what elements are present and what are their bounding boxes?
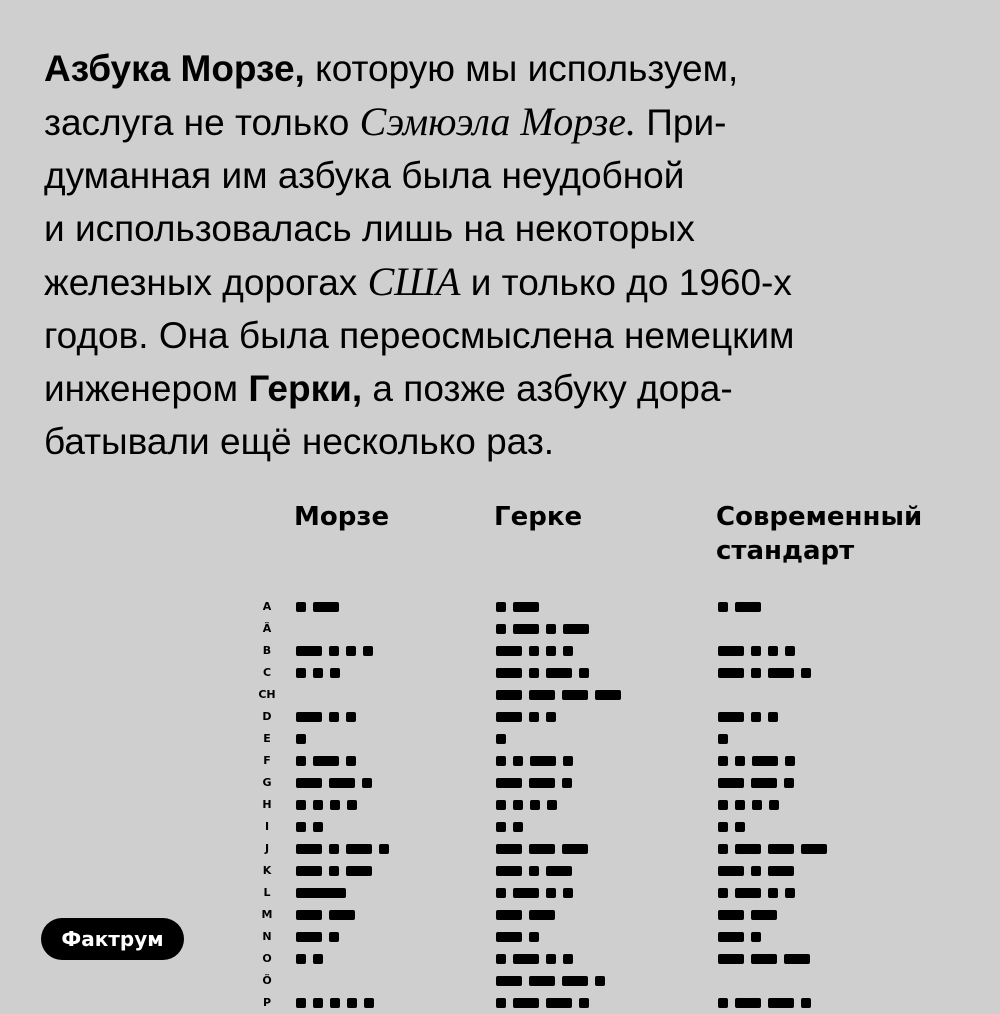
dot-mark bbox=[346, 646, 356, 656]
dot-mark bbox=[563, 954, 573, 964]
dot-mark bbox=[529, 932, 539, 942]
dash-mark bbox=[768, 866, 794, 876]
intro-italic-usa: США bbox=[367, 259, 461, 304]
dot-mark bbox=[718, 822, 728, 832]
dot-mark bbox=[718, 800, 728, 810]
dash-mark bbox=[496, 778, 522, 788]
dot-mark bbox=[347, 800, 357, 810]
dot-mark bbox=[768, 646, 778, 656]
column-header-gerke: Герке bbox=[494, 502, 583, 532]
dot-mark bbox=[768, 712, 778, 722]
dot-mark bbox=[546, 712, 556, 722]
code-row bbox=[0, 728, 1000, 750]
dash-mark bbox=[718, 712, 744, 722]
dot-mark bbox=[735, 756, 745, 766]
dot-mark bbox=[496, 602, 506, 612]
letter-label: C bbox=[262, 666, 272, 679]
dash-mark bbox=[735, 888, 761, 898]
dot-mark bbox=[785, 756, 795, 766]
dash-mark bbox=[496, 712, 522, 722]
dash-mark bbox=[718, 932, 744, 942]
column-header-morse: Морзе bbox=[294, 502, 390, 532]
dot-mark bbox=[547, 800, 557, 810]
dash-mark bbox=[530, 756, 556, 766]
letter-label: G bbox=[262, 776, 272, 789]
dash-mark bbox=[296, 866, 322, 876]
dot-mark bbox=[513, 822, 523, 832]
dot-mark bbox=[296, 734, 306, 744]
dot-mark bbox=[718, 734, 728, 744]
code-row bbox=[0, 706, 1000, 728]
dash-mark bbox=[296, 646, 322, 656]
intro-text-3: и только до 1960-х годов. Она была переосмыслена немецким инженером bbox=[44, 262, 795, 409]
dot-mark bbox=[530, 800, 540, 810]
dot-mark bbox=[546, 954, 556, 964]
letter-label: J bbox=[264, 842, 270, 855]
dash-mark bbox=[529, 844, 555, 854]
dot-mark bbox=[801, 668, 811, 678]
dot-mark bbox=[718, 844, 728, 854]
dot-mark bbox=[579, 668, 589, 678]
code-row bbox=[0, 816, 1000, 838]
dot-mark bbox=[296, 668, 306, 678]
letter-label: CH bbox=[258, 688, 276, 701]
dot-mark bbox=[718, 888, 728, 898]
dot-mark bbox=[496, 822, 506, 832]
letter-label: Ö bbox=[262, 974, 272, 987]
dash-mark bbox=[546, 866, 572, 876]
dash-mark bbox=[718, 778, 744, 788]
dash-mark bbox=[735, 844, 761, 854]
dash-mark bbox=[529, 910, 555, 920]
code-row bbox=[0, 794, 1000, 816]
dot-mark bbox=[718, 756, 728, 766]
dash-mark bbox=[496, 646, 522, 656]
dot-mark bbox=[751, 668, 761, 678]
dash-mark bbox=[768, 844, 794, 854]
code-row bbox=[0, 860, 1000, 882]
dot-mark bbox=[496, 734, 506, 744]
dash-mark bbox=[513, 954, 539, 964]
dot-mark bbox=[313, 800, 323, 810]
column-header-modern-standard: Современный стандарт bbox=[716, 502, 923, 566]
dash-mark bbox=[784, 954, 810, 964]
dot-mark bbox=[296, 602, 306, 612]
intro-text-2: При- думанная им азбука была неудобной и использовалась лишь на некоторых железных дорогах bbox=[44, 102, 727, 303]
letter-label: D bbox=[262, 710, 272, 723]
dot-mark bbox=[563, 888, 573, 898]
dash-mark bbox=[546, 668, 572, 678]
dash-mark bbox=[496, 932, 522, 942]
dash-mark bbox=[751, 910, 777, 920]
dot-mark bbox=[329, 844, 339, 854]
dot-mark bbox=[751, 646, 761, 656]
dot-mark bbox=[330, 800, 340, 810]
letter-label: L bbox=[263, 886, 271, 899]
dash-mark bbox=[296, 910, 322, 920]
dot-mark bbox=[718, 602, 728, 612]
dash-mark bbox=[562, 690, 588, 700]
letter-label: A bbox=[262, 600, 272, 613]
dot-mark bbox=[496, 954, 506, 964]
code-row bbox=[0, 684, 1000, 706]
dash-mark bbox=[562, 844, 588, 854]
dot-mark bbox=[346, 756, 356, 766]
dash-mark bbox=[296, 712, 322, 722]
long-dash-mark bbox=[296, 888, 346, 898]
dot-mark bbox=[785, 646, 795, 656]
dash-mark bbox=[768, 668, 794, 678]
dash-mark bbox=[496, 866, 522, 876]
dot-mark bbox=[313, 954, 323, 964]
dot-mark bbox=[313, 822, 323, 832]
dot-mark bbox=[346, 712, 356, 722]
dot-mark bbox=[784, 778, 794, 788]
dot-mark bbox=[496, 624, 506, 634]
letter-label: P bbox=[262, 996, 272, 1009]
dot-mark bbox=[562, 778, 572, 788]
dot-mark bbox=[529, 668, 539, 678]
dash-mark bbox=[563, 624, 589, 634]
dash-mark bbox=[496, 976, 522, 986]
dot-mark bbox=[546, 646, 556, 656]
dot-mark bbox=[363, 646, 373, 656]
dash-mark bbox=[496, 690, 522, 700]
dash-mark bbox=[296, 778, 322, 788]
dot-mark bbox=[735, 822, 745, 832]
dash-mark bbox=[496, 910, 522, 920]
dot-mark bbox=[496, 756, 506, 766]
dot-mark bbox=[362, 778, 372, 788]
dot-mark bbox=[529, 712, 539, 722]
dot-mark bbox=[735, 800, 745, 810]
code-row bbox=[0, 882, 1000, 904]
dash-mark bbox=[329, 910, 355, 920]
letter-label: M bbox=[261, 908, 273, 921]
dash-mark bbox=[595, 690, 621, 700]
letter-label: E bbox=[263, 732, 271, 745]
letter-label: I bbox=[264, 820, 270, 833]
dot-mark bbox=[751, 932, 761, 942]
dot-mark bbox=[595, 976, 605, 986]
dash-mark bbox=[529, 690, 555, 700]
intro-bold-gerke: Герки, bbox=[248, 368, 363, 409]
dash-mark bbox=[296, 932, 322, 942]
dash-mark bbox=[346, 866, 372, 876]
dot-mark bbox=[329, 932, 339, 942]
dash-mark bbox=[513, 888, 539, 898]
dash-mark bbox=[718, 668, 744, 678]
dot-mark bbox=[329, 866, 339, 876]
dash-mark bbox=[529, 976, 555, 986]
code-row bbox=[0, 838, 1000, 860]
dot-mark bbox=[496, 888, 506, 898]
dash-mark bbox=[513, 602, 539, 612]
letter-label: K bbox=[262, 864, 272, 877]
dash-mark bbox=[718, 646, 744, 656]
code-row bbox=[0, 596, 1000, 618]
code-row bbox=[0, 772, 1000, 794]
dot-mark bbox=[330, 668, 340, 678]
dash-mark bbox=[718, 910, 744, 920]
dot-mark bbox=[563, 646, 573, 656]
dash-mark bbox=[718, 954, 744, 964]
dash-mark bbox=[752, 756, 778, 766]
brand-logo: Фактрум bbox=[41, 918, 184, 960]
dot-mark bbox=[752, 800, 762, 810]
dot-mark bbox=[563, 756, 573, 766]
dash-mark bbox=[346, 844, 372, 854]
dash-mark bbox=[496, 668, 522, 678]
letter-label: Ä bbox=[262, 622, 272, 635]
dot-mark bbox=[329, 712, 339, 722]
dot-mark bbox=[296, 822, 306, 832]
code-row bbox=[0, 640, 1000, 662]
letter-label: F bbox=[263, 754, 271, 767]
letter-label: N bbox=[262, 930, 272, 943]
dot-mark bbox=[751, 866, 761, 876]
dot-mark bbox=[546, 624, 556, 634]
code-row bbox=[0, 992, 1000, 1014]
dot-mark bbox=[769, 800, 779, 810]
dash-mark bbox=[751, 778, 777, 788]
dot-mark bbox=[546, 888, 556, 898]
intro-bold-morse: Азбука Морзе, bbox=[44, 48, 305, 89]
dot-mark bbox=[296, 954, 306, 964]
dot-mark bbox=[296, 800, 306, 810]
dash-mark bbox=[496, 844, 522, 854]
intro-text-1: которую мы используем, заслуга не только bbox=[44, 48, 739, 143]
dash-mark bbox=[751, 954, 777, 964]
dash-mark bbox=[562, 976, 588, 986]
dot-mark bbox=[785, 888, 795, 898]
dot-mark bbox=[379, 844, 389, 854]
dot-mark bbox=[313, 668, 323, 678]
intro-text-4: а позже азбуку дора- батывали ещё несколько раз. bbox=[44, 368, 733, 462]
dash-mark bbox=[801, 844, 827, 854]
dot-mark bbox=[296, 756, 306, 766]
dash-mark bbox=[313, 756, 339, 766]
dash-mark bbox=[718, 866, 744, 876]
dot-mark bbox=[513, 756, 523, 766]
code-row bbox=[0, 970, 1000, 992]
dash-mark bbox=[296, 844, 322, 854]
dot-mark bbox=[529, 646, 539, 656]
dot-mark bbox=[329, 646, 339, 656]
dot-mark bbox=[768, 888, 778, 898]
dash-mark bbox=[329, 778, 355, 788]
code-row bbox=[0, 662, 1000, 684]
intro-italic-samuel-morse: Сэмюэла Морзе. bbox=[359, 99, 637, 144]
letter-label: H bbox=[262, 798, 272, 811]
dot-mark bbox=[751, 712, 761, 722]
code-row bbox=[0, 750, 1000, 772]
dot-mark bbox=[529, 866, 539, 876]
code-row bbox=[0, 618, 1000, 640]
dash-mark bbox=[529, 778, 555, 788]
dot-mark bbox=[496, 800, 506, 810]
dash-mark bbox=[513, 624, 539, 634]
dot-mark bbox=[513, 800, 523, 810]
letter-label: O bbox=[262, 952, 272, 965]
dash-mark bbox=[313, 602, 339, 612]
dash-mark bbox=[735, 602, 761, 612]
intro-text bbox=[44, 42, 964, 468]
letter-label: B bbox=[262, 644, 272, 657]
